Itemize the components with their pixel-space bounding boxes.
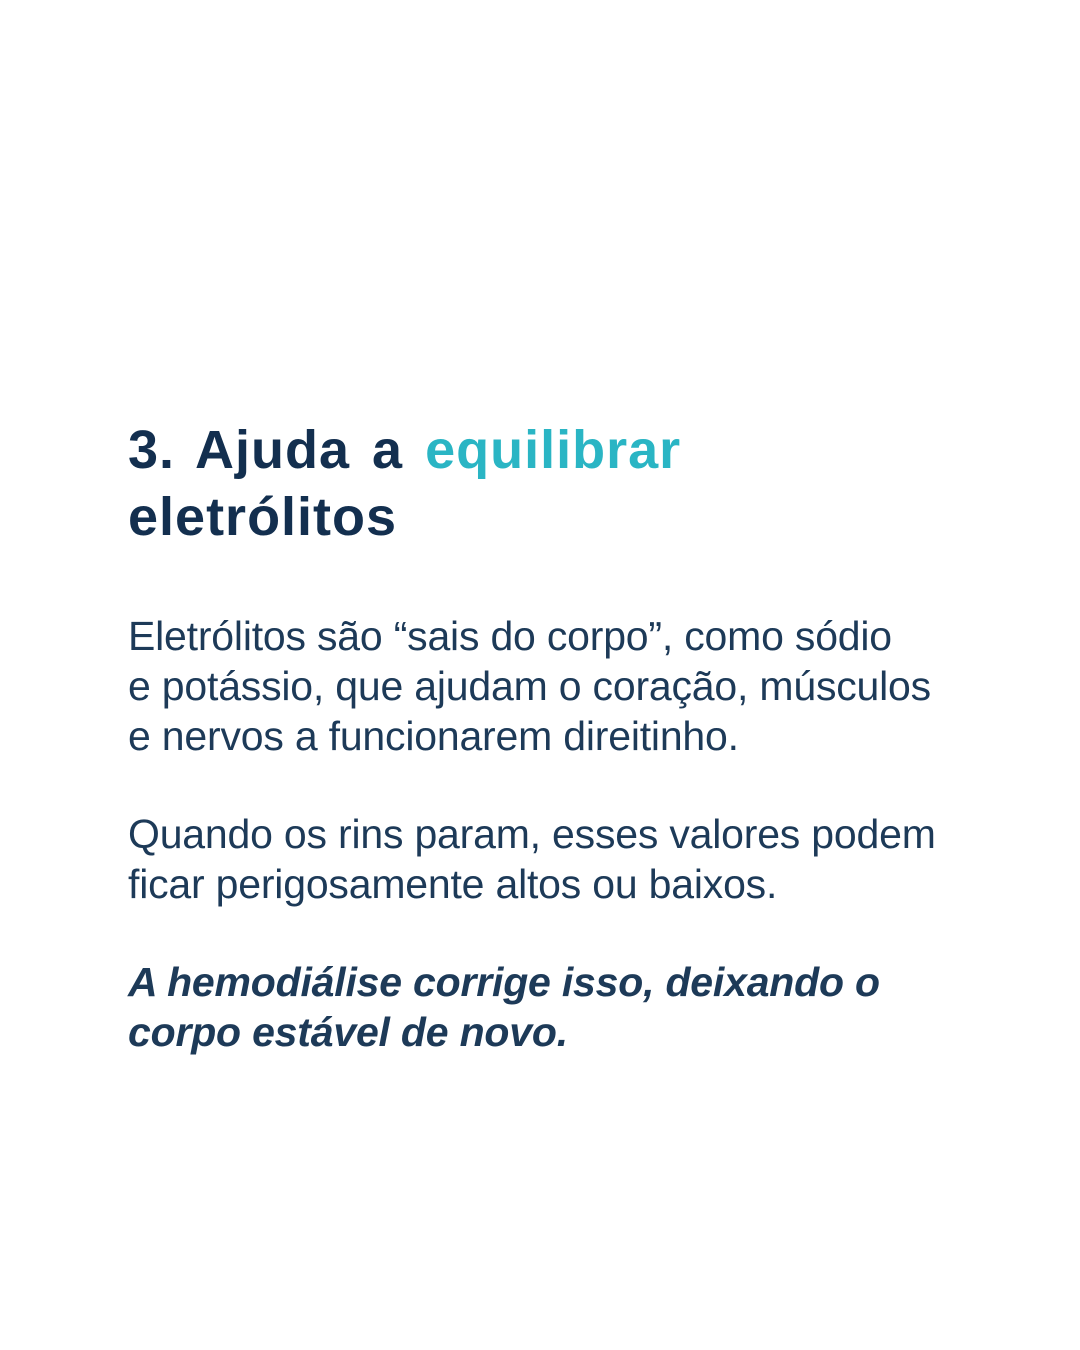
paragraph-line: A hemodiálise corrige isso, deixando o bbox=[128, 959, 880, 1005]
page-title-dark-text: 3. Ajuda a bbox=[128, 420, 426, 480]
page-title-second-line: eletrólitos bbox=[128, 487, 398, 547]
paragraph-hemodialysis-emphasis bbox=[128, 957, 968, 1057]
paragraph-line: Quando os rins param, esses valores podem bbox=[128, 811, 936, 857]
paragraph-line: e nervos a funcionarem direitinho. bbox=[128, 713, 739, 759]
paragraph-line: ficar perigosamente altos ou baixos. bbox=[128, 861, 778, 907]
page-title bbox=[128, 417, 968, 551]
slide-content bbox=[128, 417, 968, 1105]
paragraph-kidney-failure bbox=[128, 809, 968, 909]
paragraph-line: corpo estável de novo. bbox=[128, 1009, 568, 1055]
paragraph-line: e potássio, que ajudam o coração, músculos bbox=[128, 663, 931, 709]
page-title-accent-text: equilibrar bbox=[425, 420, 682, 480]
paragraph-electrolytes-definition bbox=[128, 611, 968, 761]
paragraph-line: Eletrólitos são “sais do corpo”, como sódio bbox=[128, 613, 892, 659]
